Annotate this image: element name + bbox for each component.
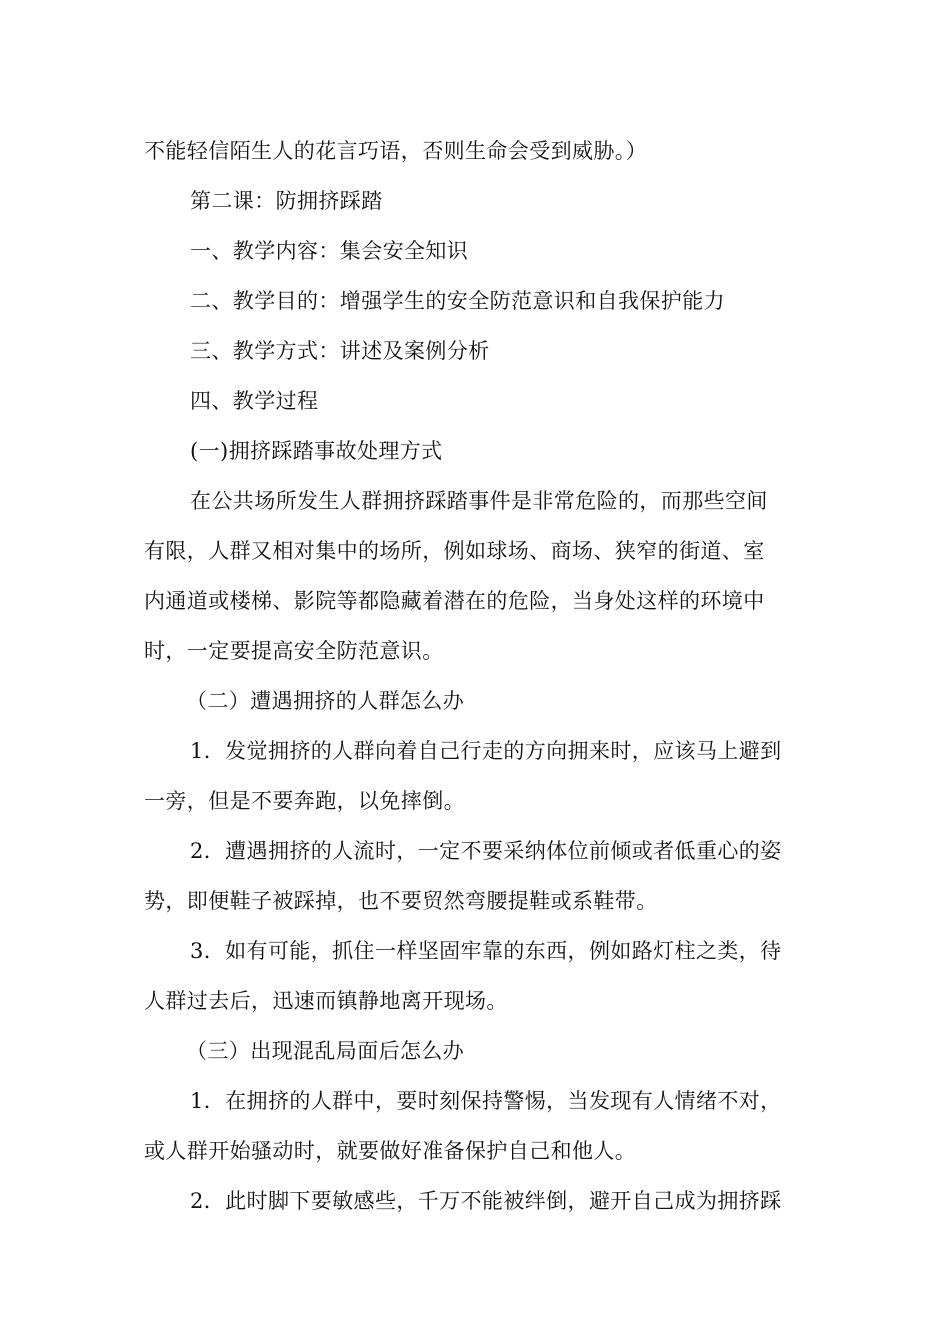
paragraph-line: 内通道或楼梯、影院等都隐藏着潜在的危险，当身处这样的环境中 [144, 589, 765, 613]
paragraph-line: 不能轻信陌生人的花言巧语，否则生命会受到威胁。） [144, 139, 648, 163]
list-item-line: 一旁，但是不要奔跑，以免摔倒。 [144, 789, 465, 813]
subsection-heading: （二）遭遇拥挤的人群怎么办 [186, 689, 465, 713]
list-item-line: 1．在拥挤的人群中，要时刻保持警惕，当发现有人情绪不对， [190, 1089, 782, 1113]
list-item-line: 人群过去后，迅速而镇静地离开现场。 [144, 989, 508, 1013]
paragraph-line: 时，一定要提高安全防范意识。 [144, 639, 444, 663]
paragraph-line: 在公共场所发生人群拥挤踩踏事件是非常危险的，而那些空间 [190, 489, 768, 513]
section-heading: 四、教学过程 [190, 389, 319, 413]
list-item-line: 或人群开始骚动时，就要做好准备保护自己和他人。 [144, 1139, 637, 1163]
section-heading: 二、教学目的：增强学生的安全防范意识和自我保护能力 [190, 289, 725, 313]
list-item-line: 2．遭遇拥挤的人流时，一定不要采纳体位前倾或者低重心的姿 [190, 839, 782, 863]
section-heading: 一、教学内容：集会安全知识 [190, 239, 469, 263]
paragraph-line: 有限，人群又相对集中的场所，例如球场、商场、狭窄的街道、室 [144, 539, 765, 563]
subsection-heading: （三）出现混乱局面后怎么办 [186, 1039, 465, 1063]
subsection-heading: (一)拥挤踩踏事故处理方式 [190, 439, 443, 463]
list-item-line: 势，即便鞋子被踩掉，也不要贸然弯腰提鞋或系鞋带。 [144, 889, 658, 913]
list-item-line: 1．发觉拥挤的人群向着自己行走的方向拥来时，应该马上避到 [190, 739, 782, 763]
section-heading: 三、教学方式：讲述及案例分析 [190, 339, 490, 363]
list-item-line: 2．此时脚下要敏感些，千万不能被绊倒，避开自己成为拥挤踩 [190, 1189, 782, 1213]
lesson-title: 第二课：防拥挤踩踏 [190, 189, 383, 213]
list-item-line: 3．如有可能，抓住一样坚固牢靠的东西，例如路灯柱之类，待 [190, 939, 782, 963]
